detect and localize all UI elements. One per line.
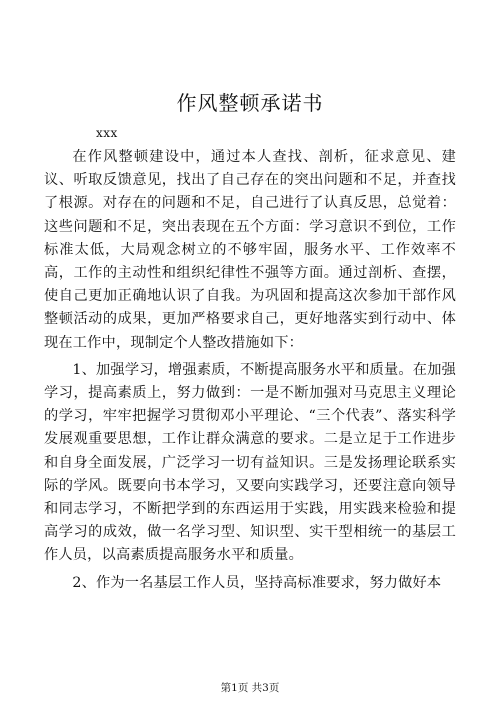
paragraph-intro: 在作风整顿建设中，通过本人查找、剖析，征求意见、建议、听取反馈意见，找出了自己存在的突出问题和不足，并查找了根源。对存在的问题和不足，自己进行了认真反思，总觉着：这些问题和不足，突出表现在五个方面：学习意识不到位，工作标准太低，大局观念树立的不够牢固，服务水平、工作效率不高，工作的主动性和组织纪律性不强等方面。通过剖析、查摆，使自己更加正确地认识了自我。为巩固和提高这次参加干部作风整顿活动的成果，更加严格要求自己，更好地落实到行动中、体现在工作中，现制定个人整改措施如下：: [44, 149, 456, 351]
paragraph-item-2: 2、作为一名基层工作人员，坚持高标准要求，努力做好本: [72, 574, 442, 591]
document-title: 作风整顿承诺书: [176, 91, 324, 115]
author-name: xxx: [96, 126, 118, 140]
page-footer: 第1页 共3页: [220, 682, 280, 694]
paragraph-item-1: 1、加强学习，增强素质，不断提高服务水平和质量。在加强学习，提高素质上，努力做到：一是不断加强对马克思主义理论的学习，牢牢把握学习贯彻邓小平理论、“三个代表”、落实科学发展观重要思想，工作让群众满意的要求。二是立足于工作进步和自身全面发展，广泛学习一切有益知识。三是发扬理论联系实际的学风。既要向书本学习，又要向实践学习，还要注意向领导和同志学习，不断把学到的东西运用于实践，用实践来检验和提高学习的成效，做一名学习型、知识型、实干型相统一的基层工作人员，以高素质提高服务水平和质量。: [44, 361, 456, 564]
document-body: [44, 146, 456, 595]
